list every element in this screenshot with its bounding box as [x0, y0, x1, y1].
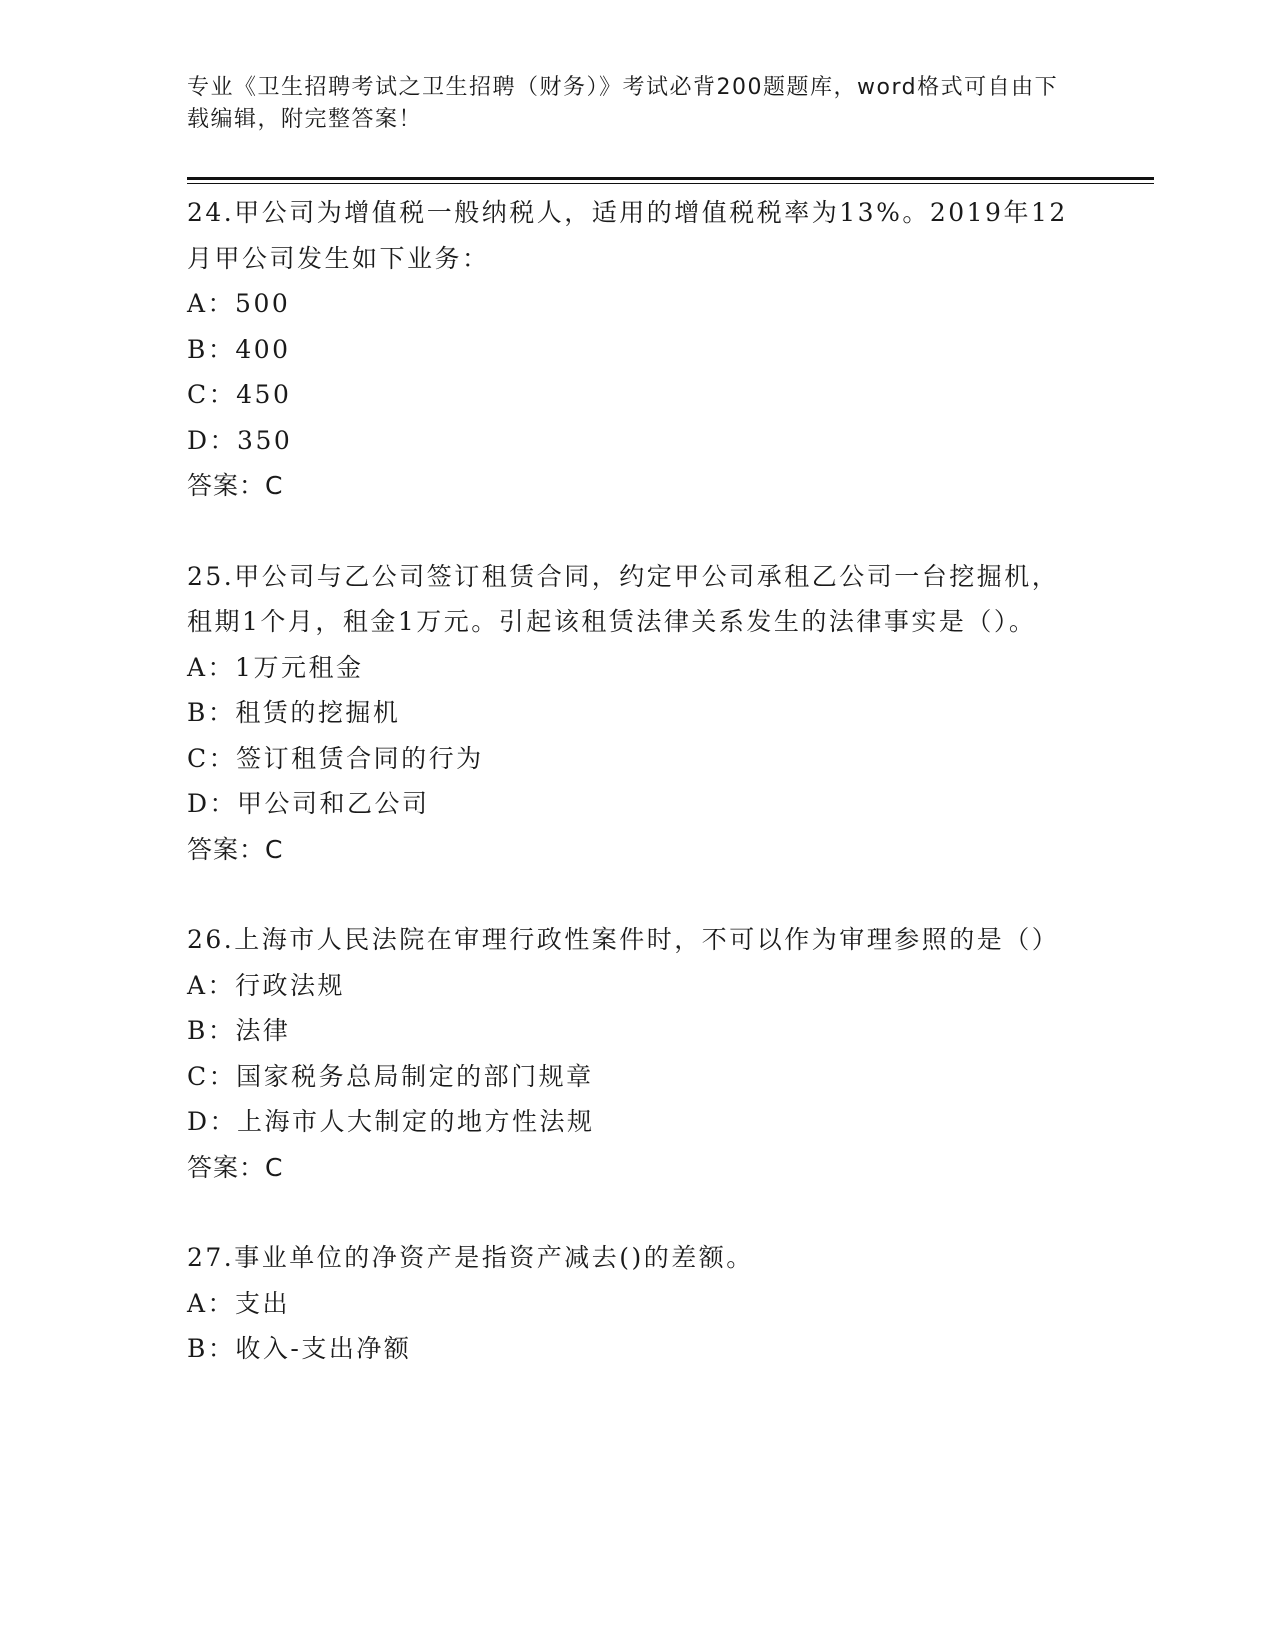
answer-text: 答案：C — [187, 471, 284, 500]
option-a: A：500 — [187, 289, 291, 318]
option-a: A：1万元租金 — [187, 652, 364, 682]
option-b: B：法律 — [187, 1016, 291, 1045]
option-b: B：收入-支出净额 — [187, 1334, 412, 1363]
option-d: D：350 — [187, 425, 293, 455]
header-divider-thick — [187, 177, 1154, 180]
answer-text: 答案：C — [187, 1152, 284, 1182]
option-c: C：国家税务总局制定的部门规章 — [187, 1061, 594, 1091]
question-item — [187, 554, 1077, 873]
question-text: 25.甲公司与乙公司签订租赁合同，约定甲公司承租乙公司一台挖掘机，租期1个月，租金1万元。引起该租赁法律关系发生的法律事实是（）。 — [187, 561, 1060, 636]
option-b: B：租赁的挖掘机 — [187, 698, 401, 727]
question-spacer — [187, 1190, 1077, 1235]
option-d: D：上海市人大制定的地方性法规 — [187, 1107, 595, 1136]
question-list — [187, 190, 1077, 1372]
document-header: 专业《卫生招聘考试之卫生招聘（财务）》考试必背200题题库，word格式可自由下载编辑，附完整答案！ — [187, 75, 1059, 132]
header-divider-thin — [187, 183, 1154, 184]
option-a: A：支出 — [187, 1288, 291, 1318]
answer-text: 答案：C — [187, 834, 284, 864]
question-text: 26.上海市人民法院在审理行政性案件时，不可以作为审理参照的是（） — [187, 925, 1060, 954]
question-item — [187, 917, 1077, 1190]
question-text: 24.甲公司为增值税一般纳税人，适用的增值税税率为13%。2019年12月甲公司发生如下业务： — [187, 198, 1068, 273]
question-spacer — [187, 509, 1077, 554]
question-item — [187, 1235, 1077, 1372]
option-d: D：甲公司和乙公司 — [187, 789, 430, 818]
question-text: 27.事业单位的净资产是指资产减去()的差额。 — [187, 1243, 754, 1272]
question-spacer — [187, 872, 1077, 917]
option-a: A：行政法规 — [187, 970, 346, 1000]
option-c: C：签订租赁合同的行为 — [187, 743, 484, 773]
option-c: C：450 — [187, 380, 292, 409]
option-b: B：400 — [187, 334, 291, 364]
question-item — [187, 190, 1077, 509]
